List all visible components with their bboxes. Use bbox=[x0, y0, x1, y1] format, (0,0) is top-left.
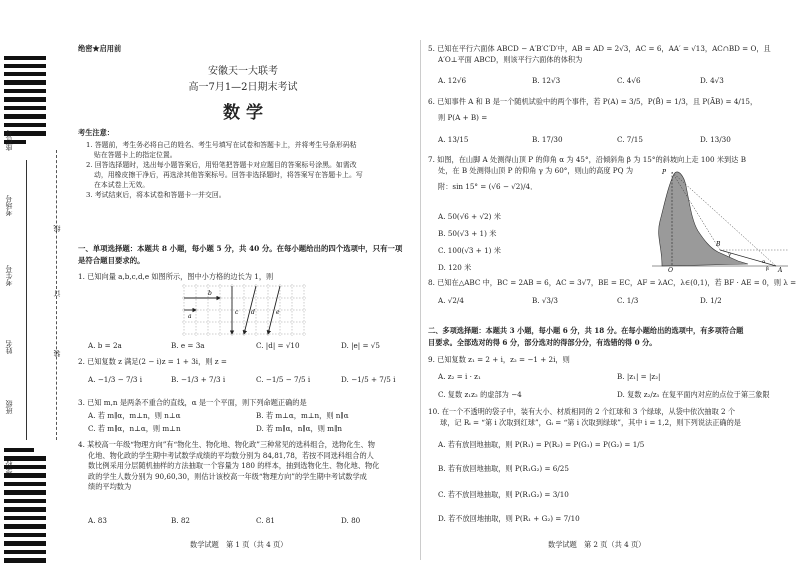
q1-option-b[interactable]: B. e = 3a bbox=[171, 341, 205, 350]
q5-line: A′O⊥平面 ABCD，则该平行六面体的体积为 bbox=[438, 54, 583, 64]
q5-option-d[interactable]: D. 4√3 bbox=[700, 76, 724, 85]
label-p: P bbox=[662, 169, 667, 176]
stripe bbox=[4, 448, 34, 452]
q10-line: 10. 在一个不透明的袋子中，装有大小、材质相同的 2 个红球和 3 个绿球，从袋中依次抽取 2 个 bbox=[428, 407, 736, 416]
stripe bbox=[4, 541, 46, 546]
q8-option-c[interactable]: C. 1/3 bbox=[617, 296, 639, 305]
q4-option-c[interactable]: C. 81 bbox=[256, 516, 275, 525]
label-c: c bbox=[235, 309, 239, 316]
stripe bbox=[4, 558, 46, 563]
q5-line: 5. 已知在平行六面体 ABCD − A′B′C′D′中，AB = AD = 2√3，AC = 6，AA′ = √13，AC∩BD = O，且 bbox=[428, 44, 771, 53]
q1-option-a[interactable]: A. b = 2a bbox=[88, 341, 122, 350]
q5-option-c[interactable]: C. 4√6 bbox=[617, 76, 641, 85]
notice-line: 在本试卷上无效。 bbox=[94, 181, 150, 189]
notice-line: 2. 回答选择题时，选出每小题答案后，用铅笔把答题卡对应题目的答案标号涂黑。如需改 bbox=[86, 161, 357, 169]
exam-org: 安徽天一大联考 bbox=[208, 66, 278, 77]
q3-option-d[interactable]: D. 若 m∥α，n∥α，则 m∥n bbox=[256, 424, 342, 433]
stripe bbox=[4, 507, 46, 512]
q7-option-a[interactable]: A. 50(√6 + √2) 米 bbox=[438, 212, 501, 221]
q1-option-c[interactable]: C. |d| = √10 bbox=[256, 341, 300, 350]
q4-option-b[interactable]: B. 82 bbox=[171, 516, 190, 525]
q4-line: 化地、物化政的学生期中考试数学成绩的平均数分别为 84,81,78，若按不同选科组合的人 bbox=[88, 450, 374, 460]
binding-strip bbox=[0, 0, 72, 579]
notice-line: 动，用橡皮擦干净后，再选涂其他答案标号。回答非选择题时，将答案写在答题卡上。写 bbox=[94, 171, 363, 179]
stripe bbox=[4, 72, 46, 76]
stripe bbox=[4, 516, 46, 520]
q3-option-a[interactable]: A. 若 m∥α，m⊥n，则 n⊥α bbox=[88, 411, 181, 420]
stripe bbox=[4, 56, 46, 60]
q4-line: 政的学生人数分别为 90,60,30，则估计该校高一年级“物理方向”的学生期中考试数学成 bbox=[88, 471, 367, 481]
label-a: a bbox=[188, 313, 192, 320]
q10-option-a[interactable]: A. 若有放回地抽取，则 P(R₁) = P(R₂) = P(G₁) = P(G₂) = 1/5 bbox=[438, 440, 645, 449]
q7-option-c[interactable]: C. 100(√3 + 1) 米 bbox=[438, 246, 501, 255]
q7-line: 7. 如图，在山脚 A 处测得山顶 P 的仰角 α 为 45°，沿倾斜角 β 为 15°的斜坡向上走 100 米到达 B bbox=[428, 155, 746, 164]
q1-stem: 1. 已知向量 a,b,c,d,e 如图所示，图中小方格的边长为 1，则 bbox=[78, 272, 274, 281]
room-label: 考场号 bbox=[5, 195, 13, 216]
q10-line: 球，记 Rᵢ = “第 i 次取到红球”，Gᵢ = “第 i 次取到绿球”，其中 i = 1,2，则下列说法正确的是 bbox=[440, 417, 741, 427]
class-label: 班级 bbox=[5, 400, 13, 414]
q8-option-d[interactable]: D. 1/2 bbox=[700, 296, 722, 305]
stripe bbox=[4, 524, 46, 529]
q9-option-d[interactable]: D. 复数 z₂/z₁ 在复平面内对应的点位于第三象限 bbox=[617, 390, 770, 399]
q9-option-b[interactable]: B. |z₁| = |z₂| bbox=[617, 372, 661, 381]
notice-line: 1. 答题前，考生务必将自己的姓名、考生号填写在试卷和答题卡上，并将考生号条形码粘 bbox=[86, 141, 357, 149]
q7-option-b[interactable]: B. 50(√3 + 1) 米 bbox=[438, 229, 497, 238]
stripe bbox=[4, 499, 46, 503]
q7-line: 处，在 B 处测得山顶 P 的仰角 γ 为 60°，则山的高度 PQ 为 bbox=[438, 165, 634, 175]
label-q: Q bbox=[668, 267, 673, 272]
stripe bbox=[4, 80, 46, 85]
stripe bbox=[4, 64, 46, 68]
q4-line: 数比例采用分层随机抽样的方法抽取一个容量为 180 的样本，抽到选物化生、物化地、物化 bbox=[88, 461, 380, 470]
label-a: A bbox=[778, 267, 783, 272]
page2-footer: 数学试题 第 2 页（共 4 页） bbox=[548, 540, 646, 549]
seat-label: 座位号 bbox=[5, 130, 13, 151]
exam-name: 高一7月1—2日期末考试 bbox=[188, 82, 298, 93]
stripe bbox=[4, 490, 46, 495]
q2-option-d[interactable]: D. −1/5 + 7/5 i bbox=[341, 375, 396, 384]
q7-mountain-figure bbox=[648, 166, 793, 272]
stripe bbox=[4, 114, 46, 119]
notice-title: 考生注意： bbox=[78, 128, 114, 137]
stripe bbox=[4, 533, 46, 537]
q10-option-b[interactable]: B. 若有放回地抽取，则 P(R₁G₂) = 6/25 bbox=[438, 464, 569, 473]
section1-heading: 一、单项选择题：本题共 8 小题，每小题 5 分，共 40 分。在每小题给出的四个选项中，只有一项 bbox=[78, 244, 403, 253]
q7-option-d[interactable]: D. 120 米 bbox=[438, 263, 472, 272]
label-gamma: γ bbox=[728, 252, 731, 258]
q6-stem: 6. 已知事件 A 和 B 是一个随机试验中的两个事件，若 P(A) = 3/5，P(B̄) = 1/3，且 P(ĀB) = 4/15， bbox=[428, 97, 758, 106]
binding-mark-line: 线 bbox=[53, 225, 61, 232]
q5-stem bbox=[428, 44, 793, 65]
notice-line: 3. 考试结束后，将本试卷和答题卡一并交回。 bbox=[86, 191, 226, 199]
section1-heading-cont: 是符合题目要求的。 bbox=[78, 256, 145, 265]
q4-stem bbox=[78, 440, 418, 493]
q8-option-a[interactable]: A. √2/4 bbox=[438, 296, 464, 305]
label-b: b bbox=[208, 290, 212, 297]
name-label: 姓名 bbox=[5, 340, 13, 354]
binding-mark-order: 订 bbox=[53, 290, 61, 297]
candidate-no-label: 考生号 bbox=[5, 265, 13, 286]
binding-mark-pack: 装 bbox=[53, 350, 61, 357]
q7-line: 附：sin 15° = (√6 − √2)/4． bbox=[438, 182, 538, 191]
q10-option-d[interactable]: D. 若不放回地抽取，则 P(R₁ + G₂) = 7/10 bbox=[438, 514, 580, 523]
q2-option-a[interactable]: A. −1/3 − 7/3 i bbox=[88, 375, 143, 384]
q6-option-b[interactable]: B. 17/30 bbox=[532, 135, 563, 144]
label-beta: β bbox=[766, 266, 769, 272]
notice-list bbox=[86, 140, 416, 200]
q2-option-c[interactable]: C. −1/5 − 7/5 i bbox=[256, 375, 311, 384]
q3-stem: 3. 已知 m,n 是两条不重合的直线，α 是一个平面，则下列命题正确的是 bbox=[78, 398, 307, 407]
q1-vector-grid bbox=[182, 284, 308, 336]
page1-footer: 数学试题 第 1 页（共 4 页） bbox=[190, 540, 288, 549]
q3-option-c[interactable]: C. 若 m∥α，n⊥α，则 m⊥n bbox=[88, 424, 181, 433]
q10-option-c[interactable]: C. 若不放回地抽取，则 P(R₁G₂) = 3/10 bbox=[438, 490, 569, 499]
stripe bbox=[4, 89, 46, 93]
q4-option-a[interactable]: A. 83 bbox=[88, 516, 107, 525]
school-label: 学校 bbox=[5, 460, 13, 474]
label-e: e bbox=[276, 309, 280, 316]
q6-option-c[interactable]: C. 7/15 bbox=[617, 135, 643, 144]
label-b: B bbox=[716, 241, 721, 248]
q9-option-a[interactable]: A. z₂ = i · z₁ bbox=[438, 372, 481, 381]
section2-heading: 二、多项选择题：本题共 3 小题，每小题 6 分，共 18 分。在每小题给出的选项中，有多项符合题 bbox=[428, 326, 744, 335]
q4-option-d[interactable]: D. 80 bbox=[341, 516, 361, 525]
q4-line: 4. 某校高一年级“物理方向”有“物化生、物化地、物化政”三种常见的选科组合，选物化生、物 bbox=[78, 440, 375, 449]
q2-option-b[interactable]: B. −1/3 + 7/3 i bbox=[171, 375, 226, 384]
q5-option-a[interactable]: A. 12√6 bbox=[438, 76, 467, 85]
q10-stem bbox=[428, 407, 793, 428]
fill-line bbox=[26, 160, 27, 440]
q5-option-b[interactable]: B. 12√3 bbox=[532, 76, 561, 85]
q2-stem: 2. 已知复数 z 满足(2 − i)z = 1 + 3i，则 z = bbox=[78, 357, 227, 366]
stripe bbox=[4, 550, 46, 554]
q6-stem-cont: 则 P(A + B) = bbox=[438, 113, 488, 122]
q6-option-a[interactable]: A. 13/15 bbox=[438, 135, 469, 144]
q9-option-c[interactable]: C. 复数 z₁z₂ 的虚部为 −4 bbox=[438, 390, 522, 399]
notice-line: 贴在答题卡上的指定位置。 bbox=[94, 151, 177, 159]
stripe bbox=[4, 106, 46, 110]
subject-title: 数 学 bbox=[223, 103, 263, 123]
stripe bbox=[4, 97, 46, 102]
stripe bbox=[4, 482, 46, 486]
q6-option-d[interactable]: D. 13/30 bbox=[700, 135, 731, 144]
label-alpha: α bbox=[762, 259, 766, 265]
q3-option-b[interactable]: B. 若 m⊥α，m⊥n，则 n∥α bbox=[256, 411, 349, 420]
q8-stem: 8. 已知在△ABC 中，BC = 2AB = 6，AC = 3√7，BE = EC，AF = λAC，λ∈(0,1)，若 BF · AE = 0，则 λ = bbox=[428, 278, 797, 287]
label-d: d bbox=[251, 309, 255, 316]
section2-heading-cont: 目要求。全部选对的得 6 分，部分选对的得部分分，有选错的得 0 分。 bbox=[428, 338, 657, 347]
secret-mark: 绝密★启用前 bbox=[78, 44, 122, 53]
page-divider bbox=[420, 40, 421, 560]
q9-stem: 9. 已知复数 z₁ = 2 + i，z₂ = −1 + 2i，则 bbox=[428, 355, 570, 364]
q1-option-d[interactable]: D. |e| = √5 bbox=[341, 341, 380, 350]
stripe bbox=[4, 123, 46, 127]
q8-option-b[interactable]: B. √3/3 bbox=[532, 296, 558, 305]
q4-line: 绩的平均数为 bbox=[88, 482, 132, 491]
